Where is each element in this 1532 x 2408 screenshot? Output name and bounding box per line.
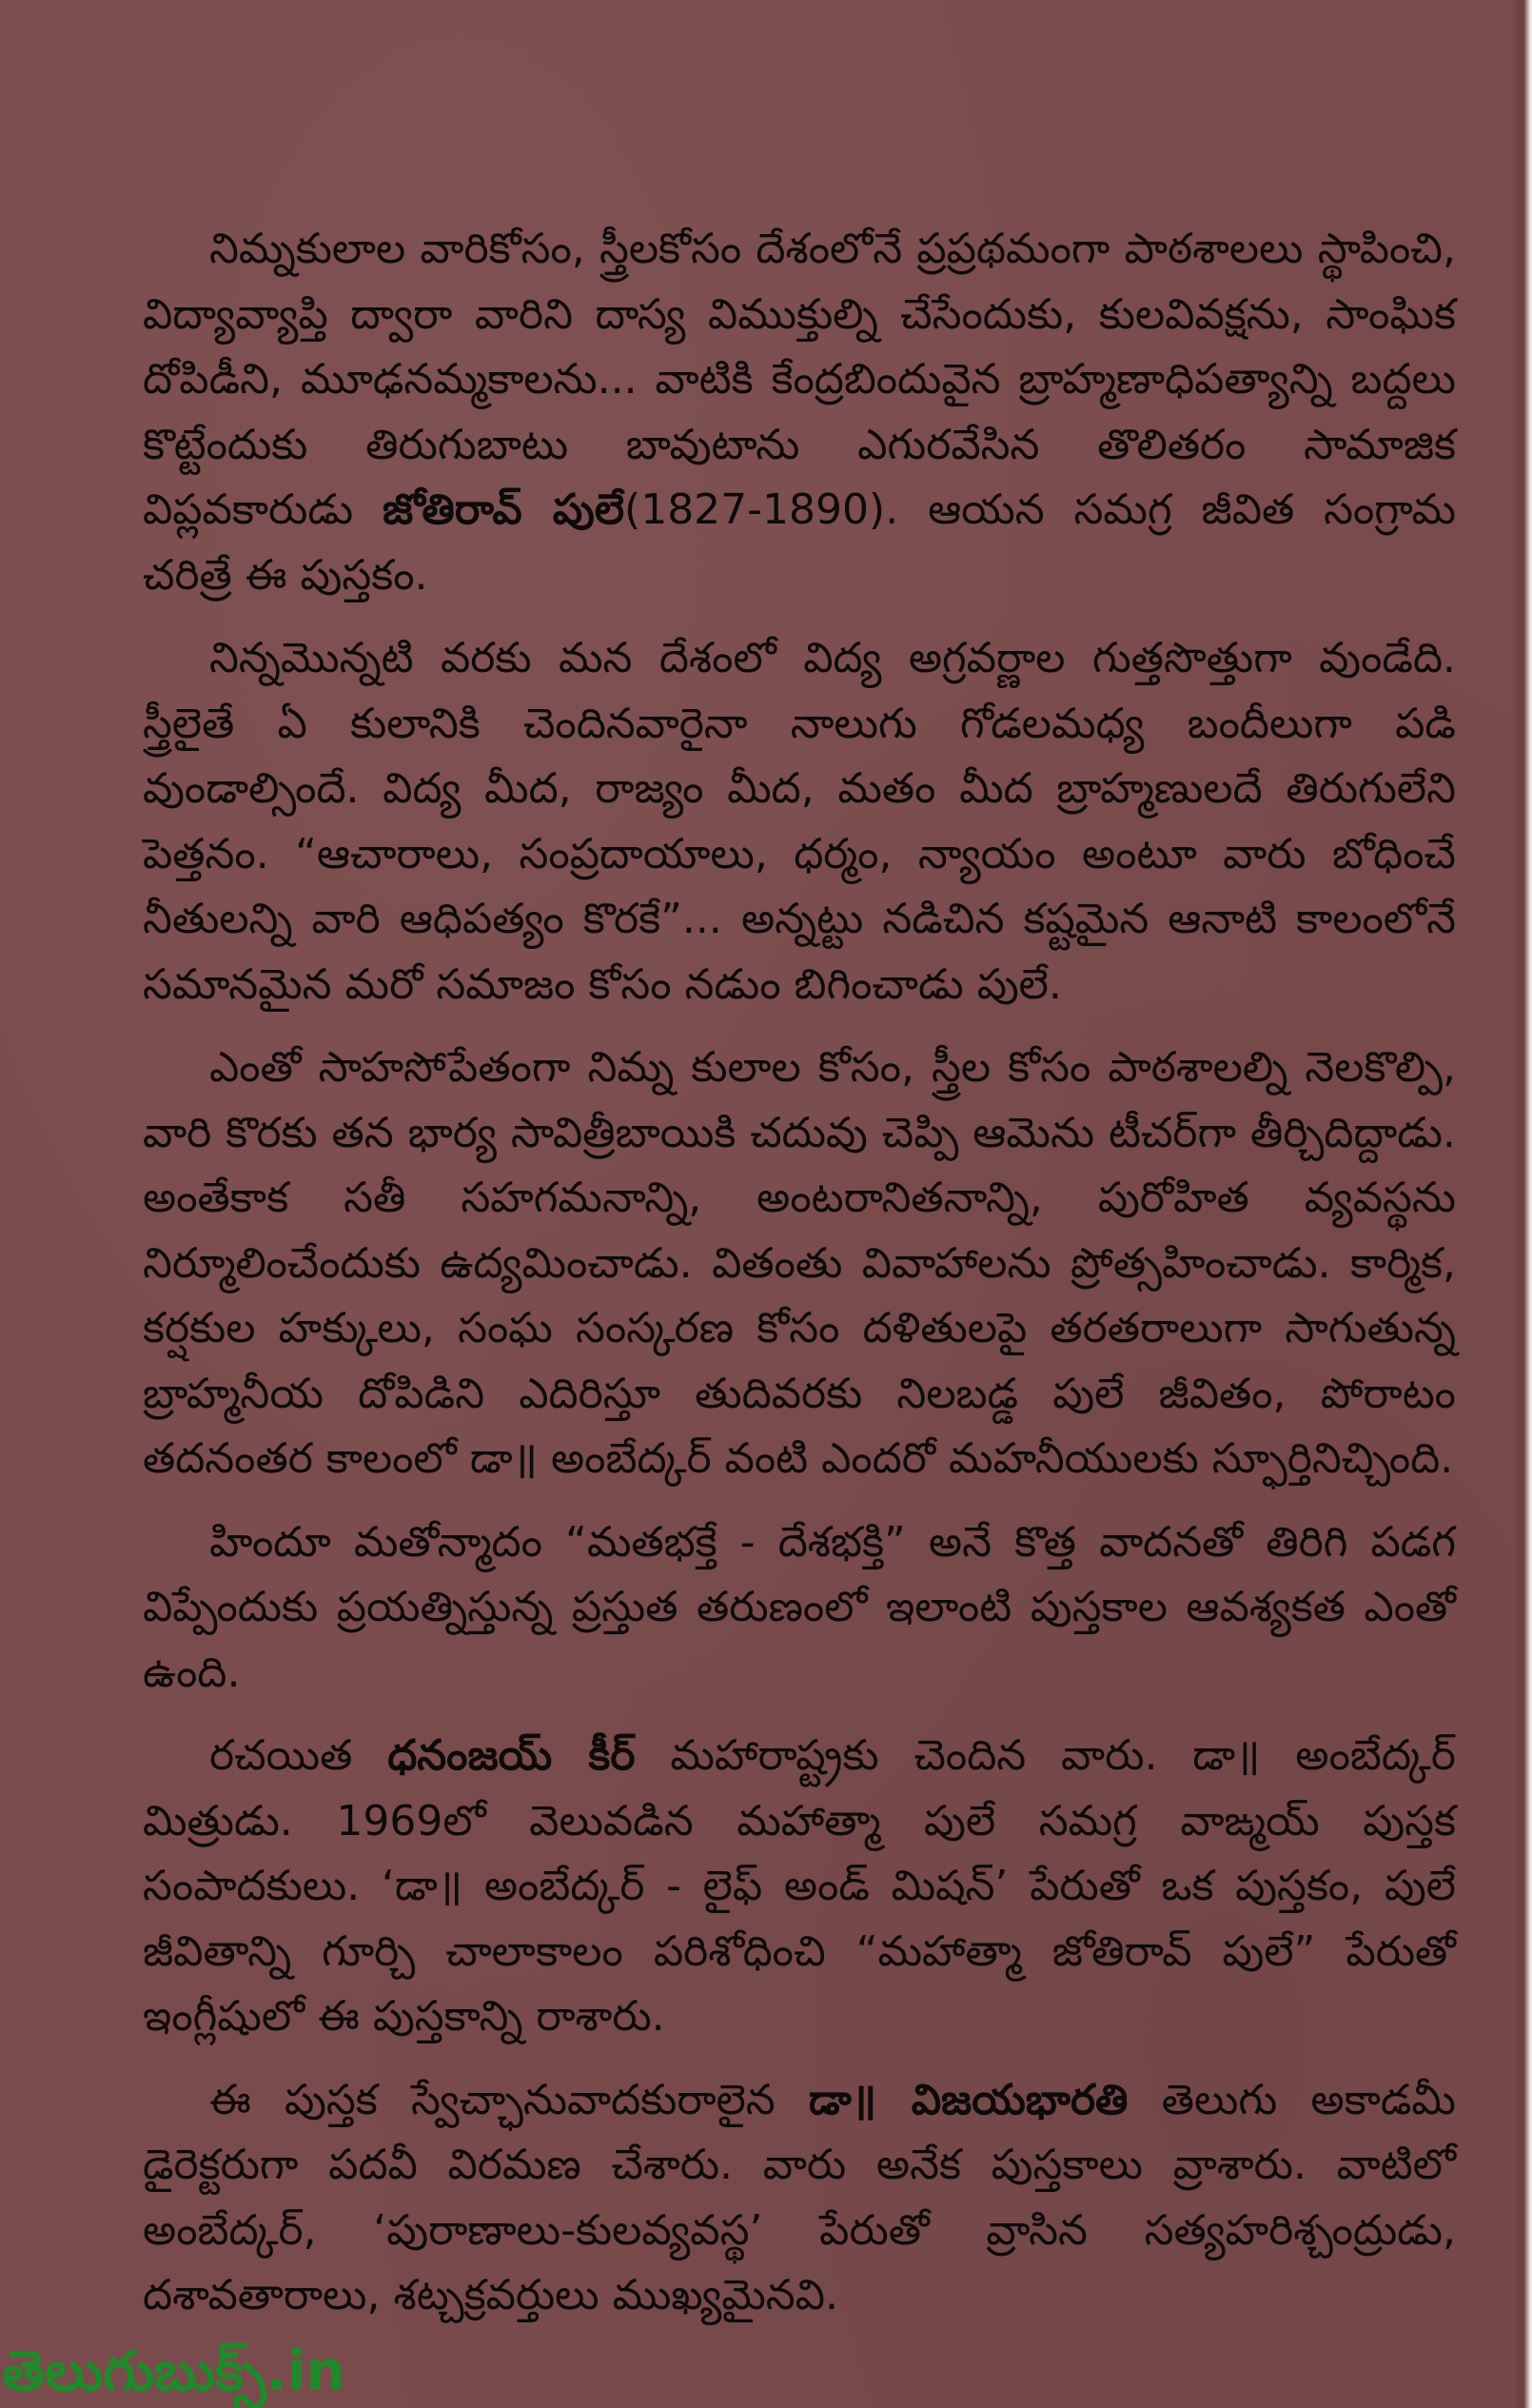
paragraph-3 <box>143 1036 1456 1492</box>
blurb-text <box>143 217 1456 2347</box>
p1-text-a: నిమ్నకులాల వారికోసం, స్త్రీలకోసం దేశంలోనే ప్రప్రథమంగా పాఠశాలలు స్థాపించి, విద్యావ్యాప్తి ద్వారా వారిని దాస్య విముక్తుల్ని చేసేందుకు, కులవివక్షను, సాంఘిక దోపిడీని, మూఢనమ్మకాలను... వాటికి కేంద్రబిందువైన బ్రాహ్మణాధిపత్యాన్ని బద్దలు కొట్టేందుకు తిరుగుబాటు బావుటాను ఎగురవేసిన తొలితరం సామాజిక విప్లవకారుడు <box>143 225 1456 534</box>
paragraph-4 <box>143 1510 1456 1707</box>
writer-name: ధనంజయ్ కీర్ <box>387 1731 636 1780</box>
p3-text: ఎంతో సాహసోపేతంగా నిమ్న కులాల కోసం, స్త్రీల కోసం పాఠశాలల్ని నెలకొల్పి, వారి కొరకు తన భార్య సావిత్రీబాయికి చదువు చెప్పి ఆమెను టీచర్‌గా తీర్చిదిద్దాడు. అంతేకాక సతీ సహగమనాన్ని, అంటరానితనాన్ని, పురోహిత వ్యవస్థను నిర్మూలించేందుకు ఉద్యమించాడు. వితంతు వివాహాలను ప్రోత్సహించాడు. కార్మిక, కర్షకుల హక్కులు, సంఘ సంస్కరణ కోసం దళితులపై తరతరాలుగా సాగుతున్న బ్రాహ్మనీయ దోపిడిని ఎదిరిస్తూ తుదివరకు నిలబడ్డ పులే జీవితం, పోరాటం తదనంతర కాలంలో డా॥ అంబేద్కర్ వంటి ఎందరో మహనీయులకు స్ఫూర్తినిచ్చింది. <box>143 1043 1456 1483</box>
site-watermark: తెలుగుబుక్స్.in <box>2 2339 345 2403</box>
paragraph-1 <box>143 217 1456 608</box>
paragraph-6 <box>143 2068 1456 2329</box>
author-subject-name: జోతిరావ్ పులే <box>383 485 625 534</box>
p5-text-a: రచయిత <box>209 1731 388 1780</box>
p2-text: నిన్నమొన్నటి వరకు మన దేశంలో విద్య అగ్రవర్ణాల గుత్తసొత్తుగా వుండేది. స్త్రీలైతే ఏ కులానికి చెందినవారైనా నాలుగు గోడలమధ్య బందీలుగా పడి వుండాల్సిందే. విద్య మీద, రాజ్యం మీద, మతం మీద బ్రాహ్మణులదే తిరుగులేని పెత్తనం. “ఆచారాలు, సంప్రదాయాలు, ధర్మం, న్యాయం అంటూ వారు బోధించే నీతులన్ని వారి ఆధిపత్యం కొరకే”... అన్నట్టు నడిచిన కష్టమైన ఆనాటి కాలంలోనే సమానమైన మరో సమాజం కోసం నడుం బిగించాడు పులే. <box>143 634 1456 1009</box>
page-edge <box>1511 0 1532 2408</box>
translator-name: డా॥ విజయభారతి <box>808 2075 1129 2124</box>
p4-text: హిందూ మతోన్మాదం “మతభక్తే - దేశభక్తి” అనే కొత్త వాదనతో తిరిగి పడగ విప్పేందుకు ప్రయత్నిస్తున్న ప్రస్తుత తరుణంలో ఇలాంటి పుస్తకాల ఆవశ్యకత ఎంతో ఉంది. <box>143 1517 1456 1697</box>
p6-text-b: తెలుగు అకాడమీ డైరెక్టరుగా పదవీ విరమణ చేశారు. వారు అనేక పుస్తకాలు వ్రాశారు. వాటిలో అంబేద్కర్, ‘పురాణాలు-కులవ్యవస్థ’ పేరుతో వ్రాసిన సత్యహరిశ్చంద్రుడు, దశావతారాలు, శట్చక్రవర్తులు ముఖ్యమైనవి. <box>143 2075 1456 2319</box>
paragraph-5 <box>143 1724 1456 2050</box>
paragraph-2 <box>143 626 1456 1017</box>
p6-text-a: ఈ పుస్తక స్వేచ్ఛానువాదకురాలైన <box>209 2075 809 2124</box>
p1-text-b: (1827-1890). ఆయన సమగ్ర జీవిత సంగ్రామ చరిత్రే ఈ పుస్తకం. <box>143 485 1457 600</box>
p5-text-b: మహారాష్ట్రకు చెందిన వారు. డా॥ అంబేద్కర్ మిత్రుడు. 1969లో వెలువడిన మహాత్మా పులే సమగ్ర వాఙ్మయ్ పుస్తక సంపాదకులు. ‘డా॥ అంబేద్కర్ - లైఫ్ అండ్ మిషన్’ పేరుతో ఒక పుస్తకం, పులే జీవితాన్ని గూర్చి చాలాకాలం పరిశోధించి “మహాత్మా జోతిరావ్ పులే” పేరుతో ఇంగ్లీషులో ఈ పుస్తకాన్ని రాశారు. <box>143 1731 1456 2041</box>
